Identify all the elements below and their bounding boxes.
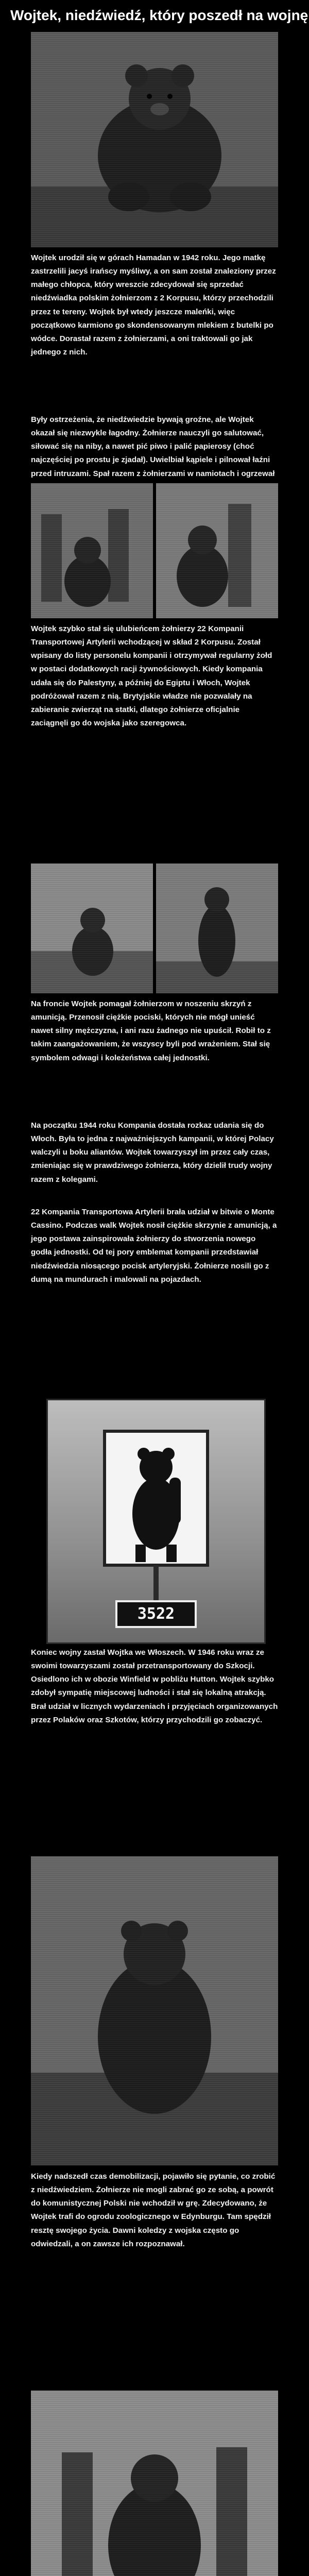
article-paragraph: Były ostrzeżenia, że niedźwiedzie bywają groźne, ale Wojtek okazał się niezwykle łagodny. Żołnierze nauczyli go salutować, siłować się na niby, a nawet pić piwo i palić papierosy (choć najczęściej po prostu je zjadał). Uwielbiał kąpiele i pilnował łaźni przed intruzami. Spał razem z żołnierzami w namiotach i ogrzewał — [31, 415, 275, 478]
unit-number-plate: 3522 — [115, 1600, 197, 1628]
photo-row — [31, 863, 278, 993]
article-paragraph: Wojtek szybko stał się ulubieńcem żołnierzy 22 Kompanii Transportowej Artylerii wchodzącej w skład 2 Korpusu. Został wpisany do listy personelu kompanii i otrzymywał regularny żołd w postaci dodatkowych racji żywnościowych. Kiedy kompania udała się do Palestyny, a później do Egiptu i Włoch, Wojtek podróżował razem z nią. Brytyjskie władze nie pozwalały na zabieranie zwierząt na statki, dlatego żołnierze oficjalnie zaciągnęli go do wojska jako szeregowca. — [31, 624, 272, 727]
bear-with-soldier-photo — [156, 483, 278, 618]
page-title: Wojtek, niedźwiedź, który poszedł na wojnę — [10, 7, 308, 23]
article-paragraph: 22 Kompania Transportowa Artylerii brała udział w bitwie o Monte Cassino. Podczas walk Wojtek nosił ciężkie skrzynie z amunicją, a jego postawa zainspirowała żołnierzy do stworzenia nowego godła jednostki. Od tej pory emblemat kompanii przedstawiał niedźwiedzia niosącego pocisk artyleryjski. Żołnierze nosili go z dumą na mundurach i malowali na pojazdach. — [31, 1208, 277, 1284]
photo-row — [31, 483, 278, 618]
soldiers-with-bear-photo — [31, 483, 153, 618]
article-paragraph: Na froncie Wojtek pomagał żołnierzom w noszeniu skrzyń z amunicją. Przenosił ciężkie pociski, których nie mógł unieść nawet silny mężczyzna, i ani razu żadnego nie upuścił. Robił to z takim zaangażowaniem, że wszyscy byli pod wrażeniem. Stał się symbolem odwagi i koleżeństwa całej jednostki. — [31, 999, 271, 1062]
article-paragraph: Kiedy nadszedł czas demobilizacji, pojawiło się pytanie, co zrobić z niedźwiedziem. Żołnierze nie mogli zabrać go ze sobą, a powrót do komunistycznej Polski nie wchodził w grę. Zdecydowano, że Wojtek trafi do ogrodu zoologicznego w Edynburgu. Tam spędził resztę swojego życia. Dawni koledzy z wojska często go odwiedzali, a on zawsze ich rozpoznawał. — [31, 2172, 276, 2248]
unit-emblem-sign — [46, 1399, 266, 1644]
bear-with-soldiers-winter-photo — [31, 2391, 278, 2576]
bear-in-camp-photo — [31, 863, 153, 993]
article-paragraph: Koniec wojny zastał Wojtka we Włoszech. W 1946 roku wraz ze swoimi towarzyszami został przetransportowany do Szkocji. Osiedlono ich w obozie Winfield w pobliżu Hutton. Wojtek szybko zdobył sympatię miejscowej ludności i stał się lokalną atrakcją. Brał udział w licznych wydarzeniach i przyjęciach organizowanych przez Polaków oraz Szkotów, którzy przychodzili go zobaczyć. — [31, 1648, 278, 1724]
article-paragraph: Wojtek urodził się w górach Hamadan w 1942 roku. Jego matkę zastrzelili jacyś irańscy myśliwy, a on sam został znaleziony przez małego chłopca, który wreszcie zdecydował się sprzedać niedźwiadka polskim żołnierzom z 2 Korpusu, którzy przechodzili przez te tereny. Wojtek był wtedy jeszcze maleńki, więc początkowo karmiono go skondensowanym mlekiem z butelki po wódce. Dorastał razem z żołnierzami, a oni traktowali go jak jednego z nich. — [31, 253, 276, 357]
bear-standing-photo — [156, 863, 278, 993]
article-paragraph: Na początku 1944 roku Kompania dostała rozkaz udania się do Włoch. Była to jedna z najważniejszych kampanii, w której Polacy walczyli u boku aliantów. Wojtek towarzyszył im przez cały czas, zmieniając się w prawdziwego żołnierza, który dzielił trudy wojny razem z kolegami. — [31, 1121, 274, 1184]
bear-cub-photo — [31, 32, 278, 247]
bear-in-zoo-photo — [31, 1856, 278, 2165]
